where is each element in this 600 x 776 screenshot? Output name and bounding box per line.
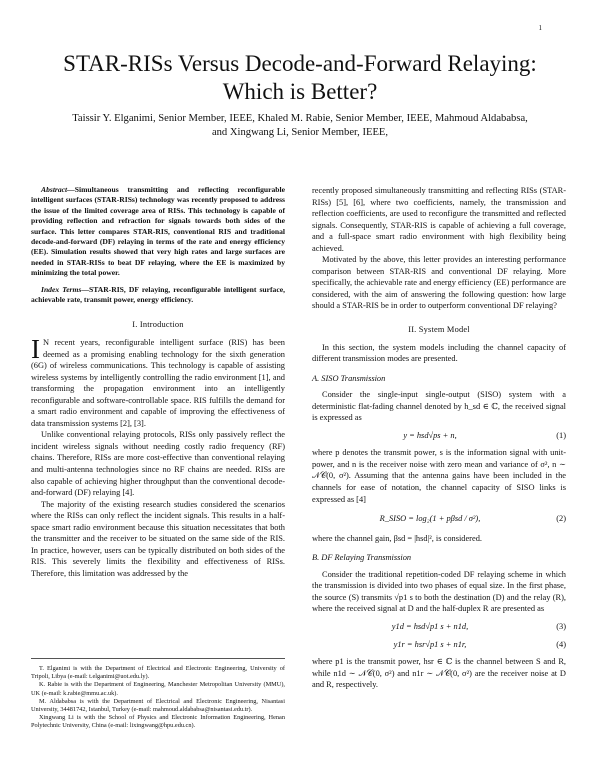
page-number: 1 [538, 24, 542, 32]
intro-p1-text: N recent years, reconfigurable intelligent surface (RIS) has been deemed as a promising enabling technology for the sixth generation (6G) of wireless communications. This technology is capable of assisting wireless systems by intelligently controlling the radio environment [1], and transforming the propagation environment into an intelligently reconfigurable and software-controllable space. RIS fulfills the demand for a smart radio environment and capable of improving the effectiveness of data transmission systems [2], [3]. [31, 338, 285, 428]
equation-4 [312, 639, 566, 651]
right-paragraph-1: recently proposed simultaneously transmitting and reflecting RISs (STAR-RISs) [5], [6], where two coefficients, namely, the transmission and reflection coefficients, are used to reconfigure the transmitted and reflected signals. Consequently, STAR-RIS is capable of achieving a full coverage, and a full-space smart radio environment with high flexibility being achieved. [312, 186, 566, 253]
siso-paragraph-3: where the channel gain, βsd = |hsd|², is considered. [312, 533, 482, 543]
footnote-2: K. Rabie is with the Department of Engineering, Manchester Metropolitan University (MMU), UK (e-mail: k.rabie@mmu.ac.uk). [31, 681, 285, 697]
section-heading-introduction: I. Introduction [132, 320, 184, 330]
equation-1-number: (1) [556, 430, 566, 440]
df-paragraph-2: where p1 is the transmit power, hsr ∈ ℂ is the channel between S and R, while n1d ∼ 𝒩𝒞(0, σ²) and n1r ∼ 𝒩𝒞(0, σ²) are the receiver noise at D and R, respectively. [312, 657, 566, 690]
footnotes [31, 658, 285, 731]
abstract-text: Simultaneous transmitting and reflecting reconfigurable intelligent surfaces (STAR-RISs) technology was recently proposed to address the issue of the limited coverage area of RISs. This technology is capable of providing reflection and refraction for signals towards both sides of the surface. This letter compares STAR-RIS, conventional RIS and traditional decode-and-forward (DF) relaying in terms of the rate and energy efficiency (EE). Simulation results showed that very high rates and large surfaces are needed in STAR-RISs to beat DF relaying, where the EE is maximized by minimizing the total power. [31, 185, 285, 278]
siso-paragraph-1: Consider the single-input single-output (SISO) system with a deterministic flat-fading channel denoted by h_sd ∈ ℂ, the received signal is expressed as [312, 390, 566, 423]
equation-3 [312, 621, 566, 633]
df-paragraph-1: Consider the traditional repetition-coded DF relaying scheme in which the transmission is divided into two phases of equal size. In the first phase, the source (S) transmits √p1 s to both the destination (D) and the relay (R), where the received signal at D and the half-duplex R are presented as [312, 569, 566, 614]
footnote-3: M. Aldababsa is with the Department of Electrical and Electronic Engineering, Nisantasi University, 34481742, Istanbul, Turkey (e-mail: mahmoud.aldababsa@nisantasi.edu.tr). [31, 697, 285, 714]
index-terms-text: STAR-RIS, DF relaying, reconfigurable intelligent surface, achievable rate, transmit power, energy efficiency. [31, 284, 285, 305]
intro-paragraph-2: Unlike conventional relaying protocols, RISs only passively reflect the incident wireless signals without needing costly radio frequency (RF) chains. Therefore, RISs are more cost-effective than conventional relaying and multi-antenna technologies since no RF chains are needed. RISs are also capable of achieving higher throughput than the conventional decode-and-forward (DF) relaying [4]. [31, 430, 285, 498]
subsection-heading-siso: A. SISO Transmission [312, 373, 386, 383]
system-model-intro: In this section, the system models including the channel capacity of different transmission modes are presented. [312, 342, 566, 364]
title-line-2: Which is Better? [222, 79, 378, 104]
equation-3-body: y1d = hsd√p1 s + n1d, [391, 621, 469, 631]
equation-4-body: y1r = hsr√p1 s + n1r, [393, 639, 467, 649]
index-terms [31, 285, 285, 306]
equation-1-body: y = hsd√ps + n, [403, 430, 457, 440]
subsection-heading-df-relaying: B. DF Relaying Transmission [312, 553, 412, 563]
equation-4-number: (4) [556, 639, 566, 649]
drop-cap: I [31, 334, 40, 365]
siso-paragraph-2: where p denotes the transmit power, s is the information signal with unit-power, and n is the receiver noise with zero mean and variance of σ², n ∼ 𝒩𝒞(0, σ²). Assuming that the antenna gains have been included in the channels for ease of notation, the channel capacity of SISO links is expressed as [4] [312, 448, 566, 504]
right-paragraph-2: Motivated by the above, this letter provides an interesting performance comparison between STAR-RIS and conventional DF relaying. More specifically, the achievable rate and energy efficiency (EE) performance are considered, with the aim of answering the following question: how large should a STAR-RIS be in order to outperform conventional DF relaying? [312, 255, 566, 311]
left-column [31, 185, 285, 580]
equation-2 [312, 513, 566, 525]
section-heading-system-model: II. System Model [408, 325, 470, 335]
abstract-label: Abstract— [41, 185, 75, 194]
intro-paragraph-3: The majority of the existing research studies considered the scenarios where the RISs can only reflect the incident signals. This results in a half-space smart radio environment because this situation necessitates that both the transmitter and the receiver to be situated on the same side of the RIS. In practice, however, users can be typically distributed on both sides of the RIS. This severely limits the flexibility and effectiveness of RISs. Therefore, this limitation was addressed by the [31, 499, 285, 578]
index-terms-label: Index Terms— [41, 284, 89, 294]
abstract [31, 185, 285, 279]
right-column [312, 185, 566, 691]
footnote-4: Xingwang Li is with the School of Physics and Electronic Information Engineering, Henan Polytechnic University, China (e-mail: lixingwang@hpu.edu.cn). [31, 714, 285, 730]
title-line-1: STAR-RISs Versus Decode-and-Forward Relaying: [63, 51, 537, 76]
equation-2-number: (2) [556, 514, 566, 524]
authors-line-2: and Xingwang Li, Senior Member, IEEE, [211, 127, 389, 138]
authors-line-1: Taissir Y. Elganimi, Senior Member, IEEE, Khaled M. Rabie, Senior Member, IEEE, Mahmoud Aldababsa, [72, 113, 528, 124]
intro-paragraph-1 [31, 334, 285, 429]
equation-3-number: (3) [556, 621, 566, 631]
footnote-1: T. Elganimi is with the Department of Electrical and Electronic Engineering, University of Tripoli, Libya (e-mail: t.elganimi@uot.edu.ly). [31, 665, 285, 681]
author-list [60, 112, 540, 140]
paper-title [30, 50, 570, 106]
equation-2-body: R_SISO = log₂(1 + pβsd / σ²), [379, 514, 481, 524]
equation-1 [312, 430, 566, 442]
